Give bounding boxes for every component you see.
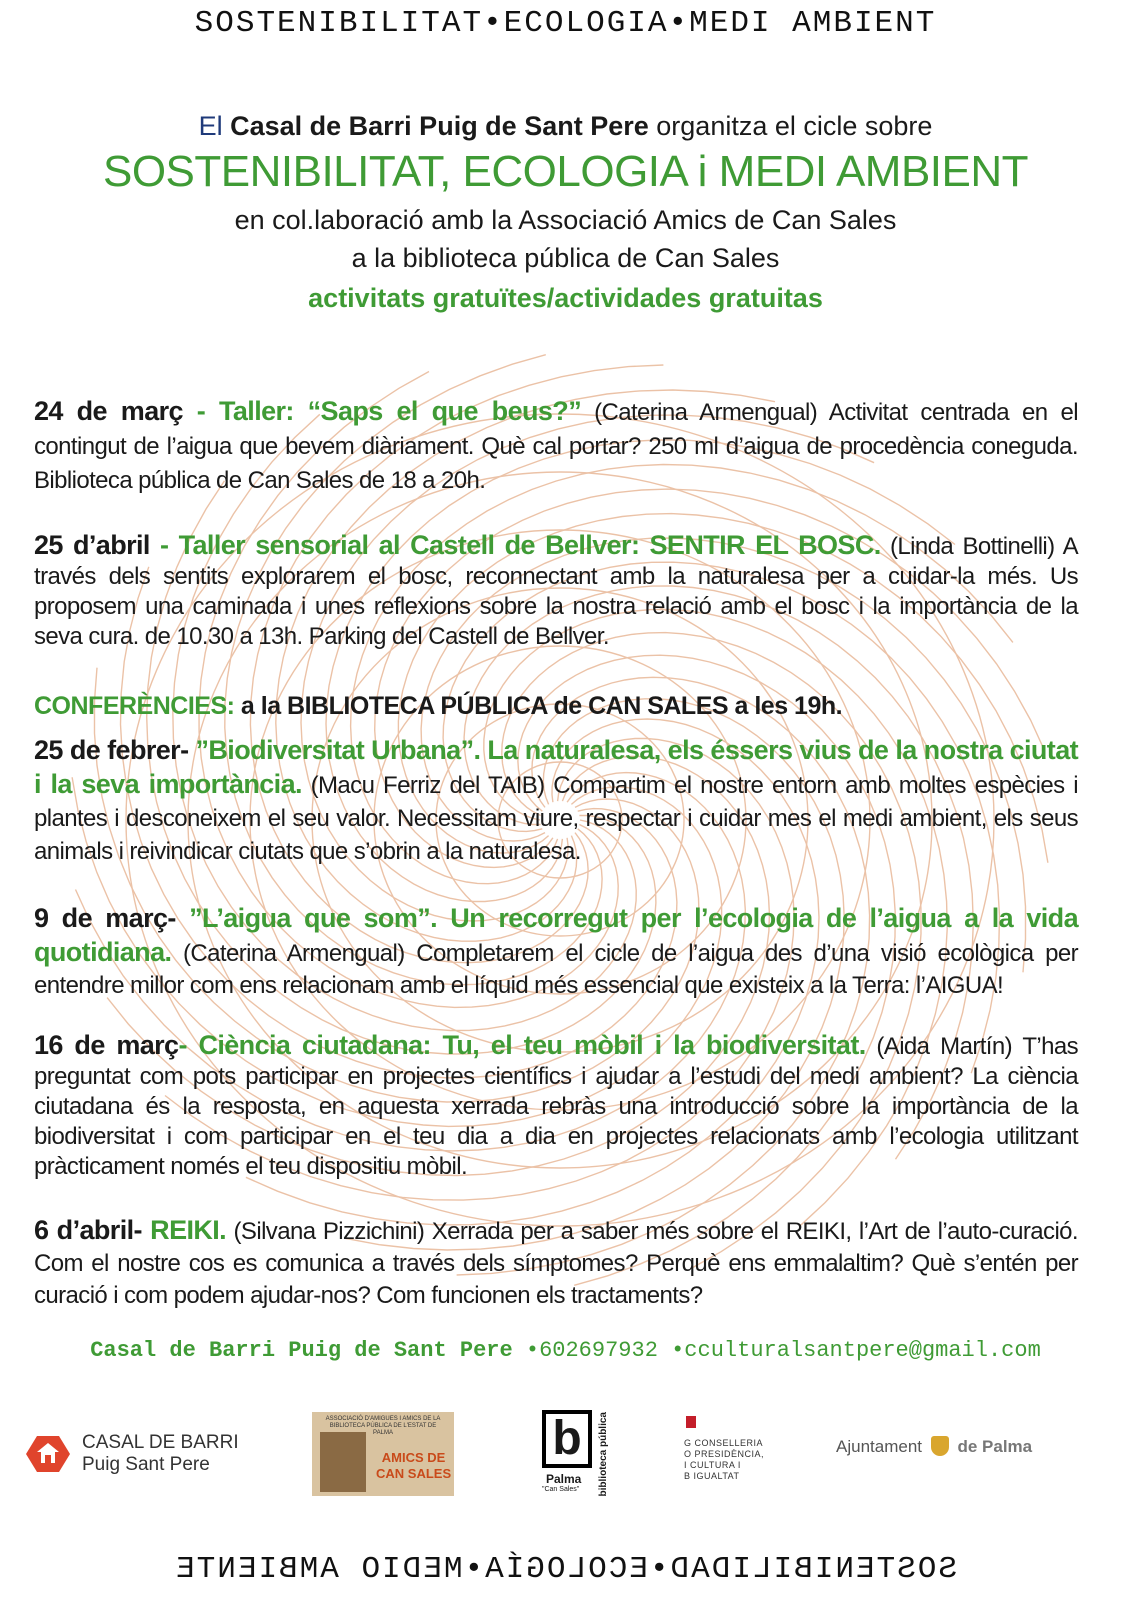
amics-logo-image xyxy=(320,1432,366,1492)
talk-item xyxy=(34,902,1078,1002)
talk-text: (Macu Ferriz del TAIB) Compartim el nostre entorn amb moltes espècies i plantes i desconeixem el seu valor. Necessitam viure, respectar i cuidar mes el medi ambient, els seus animals i reivindicar ciutats que s’obrin a la naturalesa. xyxy=(34,772,1078,865)
casal-logo xyxy=(26,1430,246,1486)
event-sep: - xyxy=(149,530,179,560)
house-icon xyxy=(26,1434,70,1474)
biblioteca-city: Palma xyxy=(546,1472,582,1486)
top-banner: SOSTENIBILITAT•ECOLOGIA•MEDI AMBIENT xyxy=(194,6,937,41)
amics-logo-line1: AMICS DE xyxy=(381,1450,446,1465)
casal-logo-line1: CASAL DE BARRI xyxy=(82,1432,239,1453)
intro-el: El xyxy=(198,111,223,141)
talk-date: 16 de març xyxy=(34,1030,179,1060)
intro-rest: organitza el cicle sobre xyxy=(656,111,933,141)
amics-logo-header: ASSOCIACIÓ D'AMIGUES I AMICS DE LA BIBLIOTECA PÚBLICA DE L'ESTAT DE PALMA xyxy=(325,1416,441,1436)
amics-logo-line2: CAN SALES xyxy=(376,1466,452,1481)
sponsor-logos xyxy=(0,1408,1131,1508)
event-text: (Linda Bottinelli) A través dels sentits explorarem el bosc, reconnectant amb la naturalesa per a cuidar-la més. Us proposem una caminada i unes reflexions sobre la nostra relació amb el bosc i la importància de la seva cura. de 10.30 a 13h. Parking del Castell de Bellver. xyxy=(34,533,1078,650)
event-item xyxy=(34,530,1078,652)
contact-line xyxy=(0,1338,1131,1363)
event-date: 24 de març xyxy=(34,396,183,426)
talk-sep: - xyxy=(180,735,196,765)
palma-logo-ajuntament: Ajuntament xyxy=(836,1437,922,1456)
amics-logo-text xyxy=(376,1450,451,1482)
event-text: (Caterina Armengual) Activitat centrada en el contingut de l’aigua que bevem diàriament. Què cal portar? 250 ml d’aigua de procedència coneguda. Biblioteca pública de Can Sales de 18 a 20h. xyxy=(34,399,1078,494)
biblioteca-logo xyxy=(540,1410,620,1500)
talk-item xyxy=(34,1214,1078,1312)
talk-date: 9 de març xyxy=(34,903,168,933)
palma-logo-depalma: de Palma xyxy=(957,1437,1033,1456)
ajuntament-palma-logo xyxy=(836,1436,1056,1472)
talk-title: Ciència ciutadana: Tu, el teu mòbil i la biodiversitat. xyxy=(198,1030,866,1060)
header xyxy=(0,108,1131,318)
talk-title: REIKI. xyxy=(150,1215,227,1245)
cycle-title: SOSTENIBILITAT, ECOLOGIA i MEDI AMBIENT xyxy=(102,147,1029,196)
conferences-heading xyxy=(34,692,842,721)
biblioteca-vertical-text: biblioteca pública xyxy=(598,1412,609,1497)
talk-date: 6 d’abril xyxy=(34,1215,134,1245)
talk-date: 25 de febrer xyxy=(34,735,181,765)
talk-text: (Aida Martín) T’has preguntat com pots participar en projectes científics i ajudar a l’estudi del medi ambient? La ciència ciutadana és la resposta, en aquesta xerrada rebràs una introducció sobre la importància de la biodiversitat i com participar en el teu dia a dia en projectes relacionats amb l’ecologia utilitzant pràcticament només el teu dispositiu mòbil. xyxy=(34,1033,1079,1180)
event-item xyxy=(34,394,1078,498)
contact-name: Casal de Barri Puig de Sant Pere xyxy=(90,1338,513,1363)
organizer-name: Casal de Barri Puig de Sant Pere xyxy=(230,111,649,141)
goib-flag-icon xyxy=(686,1416,696,1428)
goib-line4: B IGUALTAT xyxy=(684,1471,740,1481)
talk-title: ”Biodiversitat Urbana”. La naturalesa, els éssers vius de la nostra ciutat i la seva importància. xyxy=(34,735,1079,799)
free-activities: activitats gratuïtes/actividades gratuitas xyxy=(308,283,823,313)
goib-line2: O PRESIDÈNCIA, xyxy=(684,1449,765,1459)
talk-item xyxy=(34,1030,1078,1182)
event-date: 25 d’abril xyxy=(34,530,150,560)
event-sep: - xyxy=(182,396,219,426)
biblioteca-letter: b xyxy=(542,1410,592,1468)
goib-line3: I CULTURA I xyxy=(684,1460,741,1470)
palma-crest-icon xyxy=(931,1436,949,1456)
contact-phone[interactable]: •602697932 xyxy=(512,1338,658,1363)
bottom-banner-mirrored: SOSTENIBILIDAD•ECOLOGÍA•MEDIO AMBIENTE xyxy=(174,1552,957,1587)
talk-sep: - xyxy=(178,1030,199,1060)
conferences-venue: a la BIBLIOTECA PÚBLICA de CAN SALES a les 19h. xyxy=(234,692,843,720)
talk-sep: - xyxy=(167,903,190,933)
talk-sep: - xyxy=(133,1215,151,1245)
event-title: Taller sensorial al Castell de Bellver: SENTIR EL BOSC. xyxy=(178,530,881,560)
conferences-label: CONFERÈNCIES: xyxy=(34,692,235,720)
talk-item xyxy=(34,734,1078,868)
amics-can-sales-logo xyxy=(312,1412,454,1496)
biblioteca-subtitle: "Can Sales" xyxy=(542,1486,580,1493)
goib-logo xyxy=(682,1416,782,1496)
talk-title: ”L’aigua que som”. Un recorregut per l’ecologia de l’aigua a la vida quotidiana. xyxy=(34,903,1078,967)
collaboration-line: en col.laboració amb la Associació Amics de Can Sales xyxy=(234,205,897,235)
intro-line xyxy=(0,108,1131,144)
contact-email[interactable]: •cculturalsantpere@gmail.com xyxy=(657,1338,1041,1363)
talk-text: (Silvana Pizzichini) Xerrada per a saber més sobre el REIKI, l’Art de l’auto-curació. Com el nostre cos es comunica a través dels símptomes? Perquè ens emmalaltim? Què s’entén per curació i com podem ajudar-nos? Com funcionen els tractaments? xyxy=(34,1218,1078,1309)
event-title: Taller: “Saps el que beus?” xyxy=(219,396,582,426)
casal-logo-text xyxy=(82,1432,239,1476)
goib-line1: G CONSELLERIA xyxy=(684,1438,764,1448)
casal-logo-line2: Puig Sant Pere xyxy=(82,1454,210,1475)
venue-line: a la biblioteca pública de Can Sales xyxy=(351,243,780,273)
talk-text: (Caterina Armengual) Completarem el cicle de l’aigua des d’una visió ecològica per entendre millor com ens relacionam amb el líquid més essencial que existeix a la Terra: l’AIGUA! xyxy=(34,940,1078,999)
goib-text xyxy=(684,1438,764,1482)
